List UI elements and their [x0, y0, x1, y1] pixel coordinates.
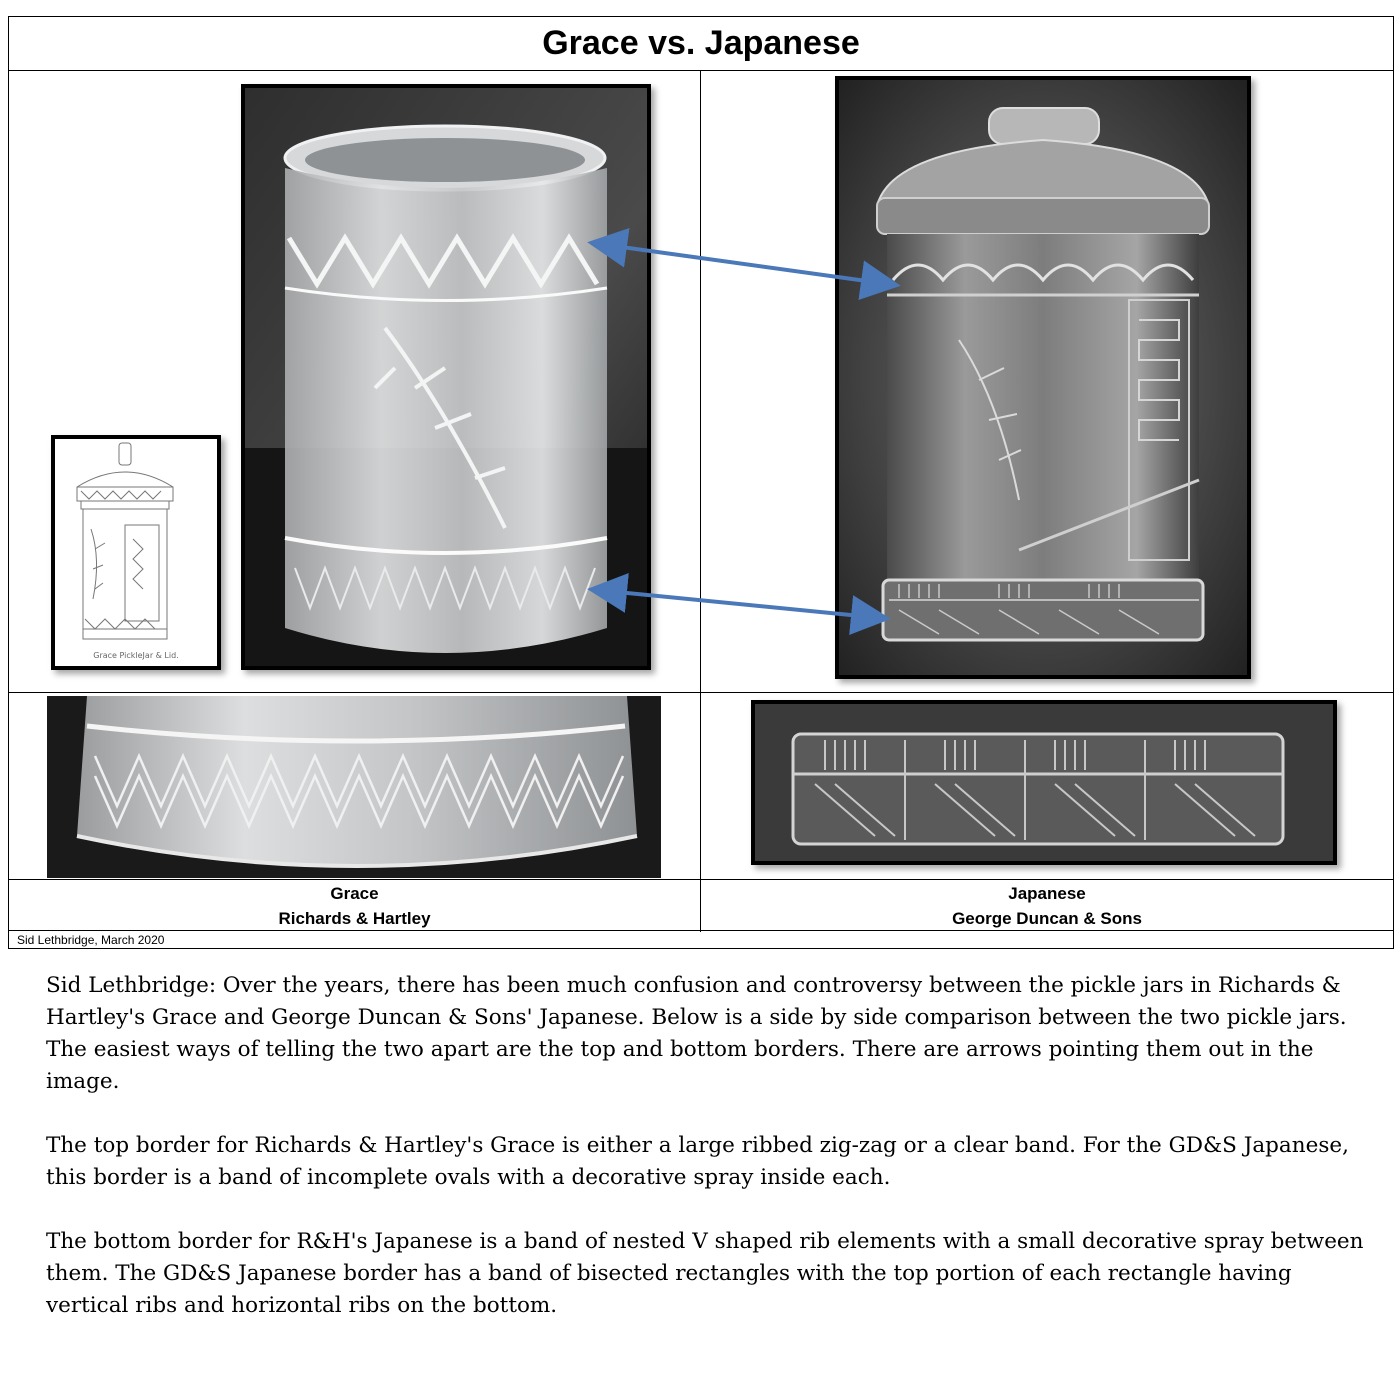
comparison-sheet — [8, 16, 1394, 949]
row-divider-1 — [9, 692, 1393, 693]
grace-caption-name: Grace — [330, 884, 379, 903]
japanese-caption-maker: George Duncan & Sons — [952, 909, 1142, 928]
top-border-arrow — [607, 245, 881, 283]
paragraph-bottom-border: The bottom border for R&H's Japanese is a band of nested V shaped rib elements with a small decorative spray between them. The GD&S Japanese border has a band of bisected rectangles with the top portion of each rectangle having vertical ribs and horizontal ribs on the bottom. — [46, 1229, 1364, 1318]
japanese-bottom-closeup — [751, 700, 1337, 865]
grace-caption — [9, 881, 700, 931]
page-title: Grace vs. Japanese — [9, 17, 1393, 71]
grace-caption-maker: Richards & Hartley — [278, 909, 431, 928]
japanese-caption-name: Japanese — [1008, 884, 1086, 903]
paragraph-intro: Sid Lethbridge: Over the years, there has been much confusion and controversy between the pickle jars in Richards & Hartley's Grace and George Duncan & Sons' Japanese. Below is a side by side comparison between the two pickle jars. The easiest ways of telling the two apart are the top and bottom borders. There are arrows pointing them out in the image. — [46, 973, 1347, 1094]
sketch-caption: Grace PickleJar & Lid. — [93, 651, 179, 660]
description-text — [46, 970, 1376, 1354]
grace-bottom-closeup — [47, 696, 661, 878]
comparison-arrows — [9, 17, 1395, 692]
japanese-caption — [701, 881, 1393, 931]
credit-line: Sid Lethbridge, March 2020 — [17, 933, 165, 947]
bottom-border-arrow — [607, 591, 871, 617]
row-divider-2 — [9, 879, 1393, 880]
paragraph-top-border: The top border for Richards & Hartley's Grace is either a large ribbed zig-zag or a clear band. For the GD&S Japanese, this border is a band of incomplete ovals with a decorative spray inside each. — [46, 1133, 1349, 1190]
